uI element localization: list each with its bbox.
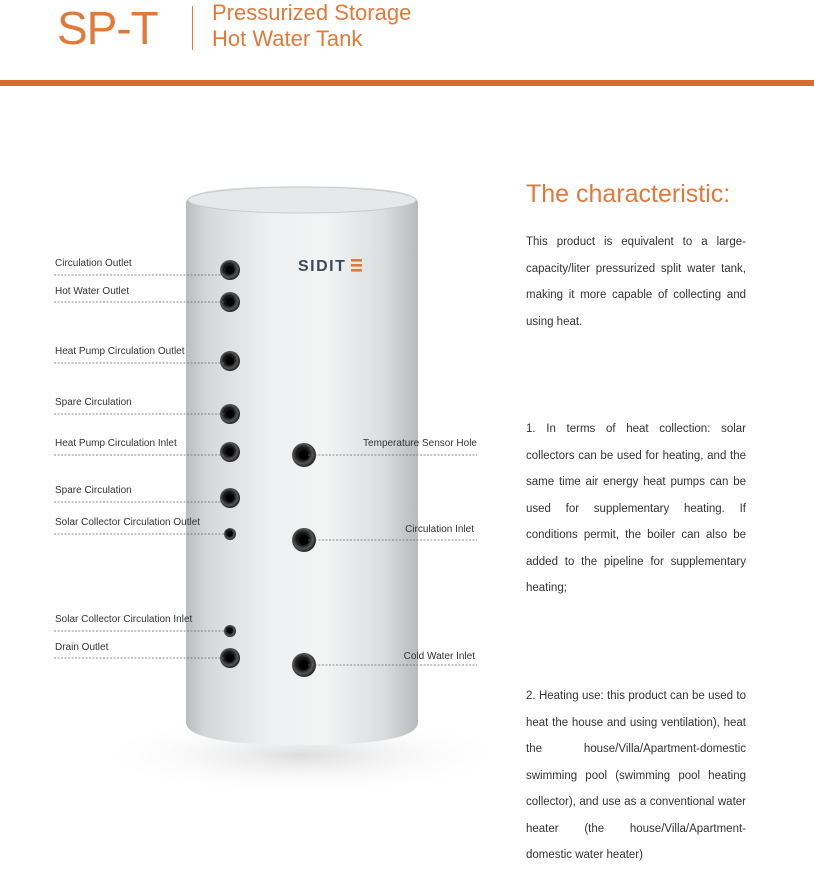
- subtitle-line-2: Hot Water Tank: [212, 26, 363, 51]
- brand-logo-e: [351, 259, 362, 272]
- characteristic-heading: The characteristic:: [526, 180, 731, 208]
- label-cold-water-inlet: Cold Water Inlet: [403, 651, 475, 662]
- label-solar-collector-inlet: Solar Collector Circulation Inlet: [55, 614, 193, 625]
- label-solar-collector-outlet: Solar Collector Circulation Outlet: [55, 517, 201, 528]
- label-drain-outlet: Drain Outlet: [55, 642, 109, 653]
- label-circulation-outlet: Circulation Outlet: [55, 258, 132, 269]
- brand-logo: SIDIT: [298, 258, 347, 275]
- heating-use-paragraph: 2. Heating use: this product can be used to heat the house and using ventilation), heat the house/Villa/Apartment-domestic swimming pool (swimming pool heating collector), and use as a conventional water heater (the house/Villa/Apartment-domestic water heater): [526, 690, 746, 861]
- intro-paragraph: This product is equivalent to a large-capacity/liter pressurized split water tank, making it more capable of collecting and using heat.: [526, 236, 746, 328]
- heat-collection-paragraph: 1. In terms of heat collection: solar collectors can be used for heating, and the same time air energy heat pumps can be used for supplementary heating. If conditions permit, the boiler can also be added to the pipeline for supplementary heating;: [526, 423, 746, 594]
- label-heat-pump-circulation-outlet: Heat Pump Circulation Outlet: [55, 346, 185, 357]
- subtitle-line-1: Pressurized Storage: [212, 0, 412, 25]
- tank-top-cap: [188, 187, 416, 213]
- label-temperature-sensor-hole: Temperature Sensor Hole: [363, 438, 477, 449]
- label-spare-circulation-1: Spare Circulation: [55, 397, 132, 408]
- label-hot-water-outlet: Hot Water Outlet: [55, 286, 130, 297]
- model-title: SP-T: [57, 2, 158, 54]
- label-heat-pump-circulation-inlet: Heat Pump Circulation Inlet: [55, 438, 177, 449]
- label-circulation-inlet: Circulation Inlet: [405, 524, 474, 535]
- label-spare-circulation-2: Spare Circulation: [55, 485, 132, 496]
